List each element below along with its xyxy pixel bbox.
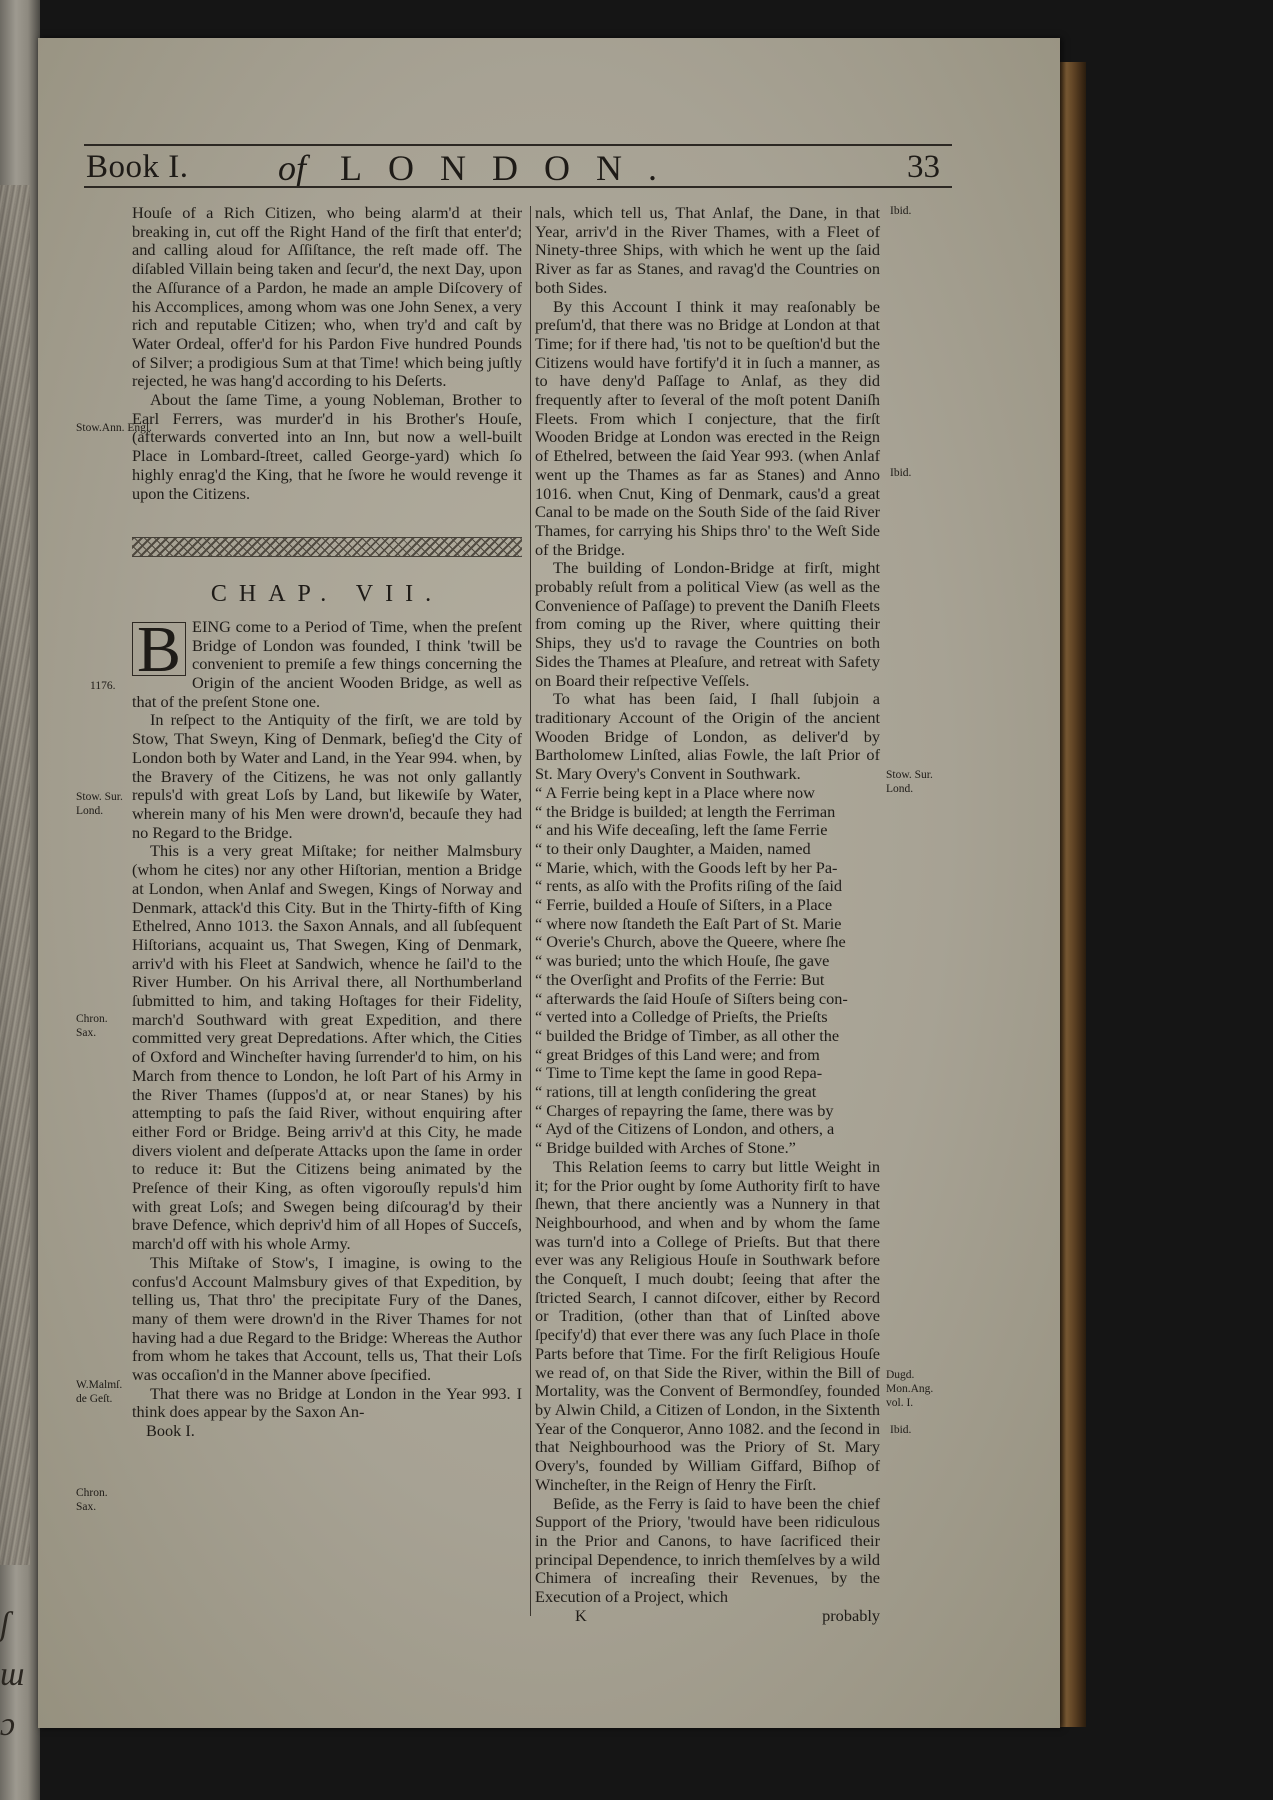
book-page xyxy=(38,38,1060,1728)
margin-note-chron-2: Chron. Sax. xyxy=(76,1487,108,1513)
paragraph: To what has been ſaid, I ſhall ſubjoin a traditionary Account of the Origin of the ancient Wooden Bridge of London, as deliver'd by Bartholomew Linſted, alias Fowle, the laſt Prior of St. Mary Overy's Convent in Southwark. xyxy=(535,689,880,784)
margin-note-ibid-1: Ibid. xyxy=(890,205,912,217)
quote-line: “ verted into a Colledge of Prieſts, the Prieſts xyxy=(535,1007,828,1027)
margin-note-malmsf: W.Malmſ. de Geſt. xyxy=(76,1379,123,1405)
margin-note-stow-ann: Stow.Ann. Engl. xyxy=(76,422,152,434)
paragraph: This Relation ſeems to carry but little Weight in it; for the Prior ought by ſome Authority firſt to have ſhewn, that there anciently was a Nunnery in that Neighbourhood, and when and by whom the ſame was turn'd into a College of Prieſts. But that there ever was any Religious Houſe in Southwark before the Conqueſt, I much doubt; ſeeing that after the ſtricted Search, I cannot diſcover, either by Record or Tradition, (other than that of Linſted above ſpecify'd) that ever there was any ſuch Place in thoſe Parts before that Time. For the firſt Religious Houſe we read of, on that Side the River, within the Bill of Mortality, was the Convent of Bermondſey, founded by Alwin Child, a Citizen of London, in the Sixtenth Year of the Conqueror, Anno 1082. and the ſecond in that Neighbourhood was the Priory of St. Mary Overy's, founded by William Giffard, Biſhop of Wincheſter, in the Reign of Henry the Firſt. xyxy=(535,1156,880,1494)
quote-line: “ builded the Bridge of Timber, as all other the xyxy=(535,1025,840,1045)
left-page-handwriting: ʃ ɯ ɔ xyxy=(0,1606,25,1743)
paragraph: Beſide, as the Ferry is ſaid to have been the chief Support of the Priory, 'twould have been ridiculous in the Prior and Canons, to have ſacrificed their principal Dependence, to inrich themſelves by a wild Chimera of increaſing their Revenues, by the Execution of a Project, which xyxy=(535,1493,880,1607)
paragraph: This is a very great Miſtake; for neither Malmsbury (whom he cites) nor any other Hiſtorian, mention a Bridge at London, when Anlaf and Swegen, Kings of Norway and Denmark, attack'd this City. But in the Thirty-fifth of King Ethelred, Anno 1013. the Saxon Annals, and all ſubſequent Hiſtorians, acquaint us, That Swegen, King of Denmark, arriv'd with his Fleet at Sandwich, whence he ſail'd to the River Humber. On his Arrival there, all Northumberland ſubmitted to him, and taking Hoſtages for their Fidelity, march'd Southward with great Expedition, and there committed very great Depredations. After which, the Cities of Oxford and Wincheſter having ſurrender'd to him, on his March from thence to London, he loſt Part of his Army in the River Thames (ſuppos'd at, or near Stanes) by his attempting to paſs the ſaid River, without enquiring after either Ford or Bridge. Being arriv'd at this City, he made divers violent and deſperate Attacks upon the ſame in order to reduce it: But the Citizens being animated by the Preſence of their King, as often vigorouſly repuls'd him with great Loſs; and Swegen being diſcourag'd by their brave Defence, which depriv'd him of all Hopes of Succeſs, march'd off with his whole Army. xyxy=(132,841,522,1254)
quote-line: “ the Overſight and Profits of the Ferrie: But xyxy=(535,969,825,989)
paragraph: That there was no Bridge at London in the Year 993. I think does appear by the Saxon An- xyxy=(132,1383,522,1422)
paragraph: The building of London-Bridge at firſt, might probably reſult from a political View (as well as the Convenience of Paſſage) to prevent the Daniſh Fleets from coming up the River, where quitting their Ships, they us'd to ravage the Countries on both Sides the Thames at Pleaſure, and retreat with Safety on Board their reſpective Veſſels. xyxy=(535,558,880,690)
ornamental-rule xyxy=(132,537,522,557)
chapter-heading: CHAP. VII. xyxy=(210,581,444,608)
quote-line: “ Bridge builded with Arches of Stone.” xyxy=(535,1138,796,1158)
left-page-engraving xyxy=(0,185,30,1565)
quote-line: “ where now ſtandeth the Eaſt Part of St. Marie xyxy=(535,913,842,933)
paragraph: About the ſame Time, a young Nobleman, Brother to Earl Ferrers, was murder'd in his Brother's Houſe, (afterwards converted into an Inn, but now a well-built Place in Lombard-ſtreet, called George-yard) which ſo highly enrag'd the King, that he ſwore he would revenge it upon the Citizens. xyxy=(132,390,522,503)
column-divider xyxy=(530,206,531,1616)
chapter-opening-text: EING come to a Period of Time, when the preſent Bridge of London was founded, I think 'twill be convenient to premiſe a few things concerning the Origin of the ancient Wooden Bridge, as well as that of the preſent Stone one. xyxy=(132,616,522,711)
signature: Book I. xyxy=(146,1421,195,1441)
margin-note-stow-sur-right: Stow. Sur. Lond. xyxy=(886,769,933,795)
quote-line: “ Marie, which, with the Goods left by her Pa- xyxy=(535,857,838,877)
quote-line: “ and his Wife deceaſing, left the ſame Ferrie xyxy=(535,820,828,840)
quote-line: “ Time to Time kept the ſame in good Repa- xyxy=(535,1063,823,1083)
quote-line: “ Ayd of the Citizens of London, and others, a xyxy=(535,1119,835,1139)
quote-line: “ rents, as alſo with the Profits riſing of the ſaid xyxy=(535,876,843,896)
quote-line: “ the Bridge is builded; at length the Ferriman xyxy=(535,801,836,821)
right-column xyxy=(535,204,880,1625)
paragraph: This Miſtake of Stow's, I imagine, is owing to the confus'd Account Malmsbury gives of that Expedition, by telling us, That thro' the precipitate Fury of the Danes, many of them were drown'd in the River Thames for not having had a due Regard to the Bridge: Whereas the Author from whom he takes that Account, tells us, That their Loſs was occaſion'd in the Manner above ſpecified. xyxy=(132,1252,522,1385)
running-head-book: Book I. xyxy=(86,149,189,185)
quote-line: “ Overie's Church, above the Queere, where ſhe xyxy=(535,932,846,952)
signature-line xyxy=(132,1422,522,1441)
chapter-opening-paragraph xyxy=(132,612,522,712)
header-rule-bottom xyxy=(84,186,952,188)
book-fore-edge xyxy=(1058,62,1086,1727)
quote-line: “ afterwards the ſaid Houſe of Siſters being con- xyxy=(535,988,848,1008)
margin-note-ibid-3: Ibid. xyxy=(890,1424,912,1436)
page-number: 33 xyxy=(907,149,940,185)
running-head-title xyxy=(278,147,838,189)
signature-mark: K xyxy=(575,1605,587,1625)
margin-note-stow-sur: Stow. Sur. Lond. xyxy=(76,791,123,817)
paragraph: By this Account I think it may reaſonably be preſum'd, that there was no Bridge at London at that Time; for if there had, 'tis not to be queſtion'd but the Citizens would have fortify'd it in ſuch a manner, as to have deny'd Paſſage to Anlaf, as they did frequently after to ſeveral of the moſt potent Daniſh Fleets. From which I conjecture, that the firſt Wooden Bridge at London was erected in the Reign of Ethelred, between the ſaid Year 993. (when Anlaf went up the Thames as far as Stanes) and Anno 1016. when Cnut, King of Denmark, caus'd a great Canal to be made on the South Side of the ſaid River Thames, for carrying his Ships thro' to the Weſt Side of the Bridge. xyxy=(535,296,880,559)
margin-note-1176: 1176. xyxy=(90,680,116,692)
quotation-block xyxy=(535,784,880,1158)
quote-line: “ Ferrie, builded a Houſe of Siſters, in a Place xyxy=(535,895,833,915)
margin-note-dugd: Dugd. Mon.Ang. vol. I. xyxy=(886,1369,934,1409)
margin-note-ibid-2: Ibid. xyxy=(890,467,912,479)
catchword-line xyxy=(535,1607,880,1626)
catchword: probably xyxy=(822,1605,880,1625)
quote-line: “ Charges of repayring the ſame, there was by xyxy=(535,1100,834,1120)
quote-line: “ to their only Daughter, a Maiden, named xyxy=(535,838,811,858)
quote-line: “ A Ferrie being kept in a Place where now xyxy=(535,782,815,802)
margin-note-chron-1: Chron. Sax. xyxy=(76,1013,108,1039)
running-head-of: of xyxy=(278,148,307,188)
paragraph: Houſe of a Rich Citizen, who being alarm'd at their breaking in, cut off the Right Hand of the firſt that enter'd; and calling aloud for Aſſiſtance, the reſt made off. The diſabled Villain being taken and ſecur'd, the next Day, upon the Aſſurance of a Pardon, he made an ample Diſcovery of his Accomplices, among whom was one John Senex, a very rich and reputable Citizen; who, when try'd and caſt by Water Ordeal, offer'd for his Pardon Five hundred Pounds of Silver; a prodigious Sum at that Time! which being juſtly rejected, he was hang'd according to his Deſerts. xyxy=(132,203,522,391)
quote-line: “ great Bridges of this Land were; and from xyxy=(535,1044,820,1064)
running-head-city: LONDON. xyxy=(340,148,683,188)
paragraph: In reſpect to the Antiquity of the firſt, we are told by Stow, That Sweyn, King of Denmark, beſieg'd the City of London both by Water and Land, in the Year 994. when, by the Bravery of the Citizens, he was not only gallantly repuls'd with great Loſs by Land, but likewiſe by Water, wherein many of his Men were drown'd, becauſe they had no Regard to the Bridge. xyxy=(132,710,522,842)
left-column xyxy=(132,204,522,1441)
quote-line: “ rations, till at length conſidering the great xyxy=(535,1082,817,1102)
header-rule-top xyxy=(84,144,952,146)
quote-line: “ was buried; unto the which Houſe, ſhe gave xyxy=(535,951,830,971)
drop-cap: B xyxy=(132,622,186,676)
paragraph: nals, which tell us, That Anlaf, the Dane, in that Year, arriv'd in the River Thames, with a Fleet of Ninety-three Ships, with which he went up the ſaid River as far as Stanes, and ravag'd the Countries on both Sides. xyxy=(535,203,880,297)
